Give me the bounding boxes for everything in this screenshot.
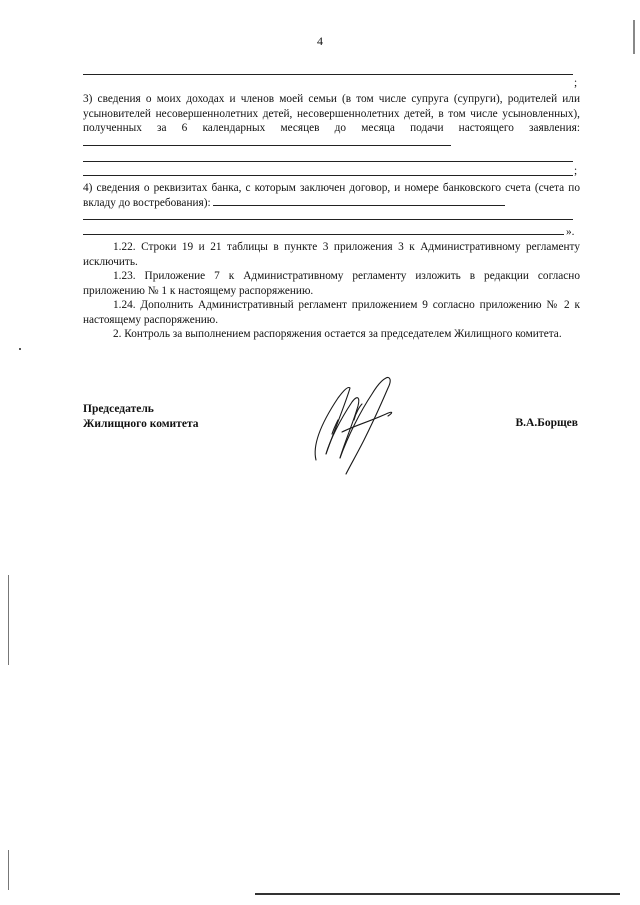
blank-line (83, 234, 564, 235)
signer-name: В.А.Борщев (515, 417, 578, 429)
handwritten-signature (302, 374, 412, 479)
fill-line (213, 197, 505, 206)
page-number: 4 (317, 34, 323, 48)
scan-mark (19, 348, 21, 350)
paragraph-1-23: 1.23. Приложение 7 к Административному регламенту изложить в редакции согласно приложению № 1 к настоящему распоряжению. (83, 270, 580, 297)
paragraph-2: 2. Контроль за выполнением распоряжения остается за председателем Жилищного комитета. (113, 328, 562, 340)
paragraph-1-22: 1.22. Строки 19 и 21 таблицы в пункте 3 приложения 3 к Административному регламенту исключить. (83, 241, 580, 268)
blank-line (83, 74, 573, 75)
scan-mark (633, 20, 635, 54)
signer-title: Председатель Жилищного комитета (83, 403, 199, 430)
item-4-text: 4) сведения о реквизитах банка, с которым заключен договор, и номере банковского счета (счета по вкладу до востребования): (83, 182, 580, 209)
line-end-semicolon: ; (574, 165, 578, 177)
blank-line (83, 175, 573, 176)
scan-mark (255, 893, 620, 895)
line-end-semicolon: ; (574, 77, 578, 89)
blank-line (83, 161, 573, 162)
scan-mark (8, 850, 9, 890)
paragraph-1-24: 1.24. Дополнить Административный регламент приложением 9 согласно приложению № 2 к настоящему распоряжению. (83, 299, 580, 326)
scan-mark (8, 575, 9, 665)
blank-line (83, 219, 573, 220)
fill-line (83, 137, 451, 146)
item-3-text: 3) сведения о моих доходах и членов моей семьи (в том числе супруга (супруги), родителей или усыновителей несовершеннолетних детей, несовершеннолетних детей, в том числе усыновленных), полученных за 6 календарных месяцев до месяца подачи настоящего заявления: (83, 92, 580, 150)
closing-quote: ». (566, 226, 575, 238)
